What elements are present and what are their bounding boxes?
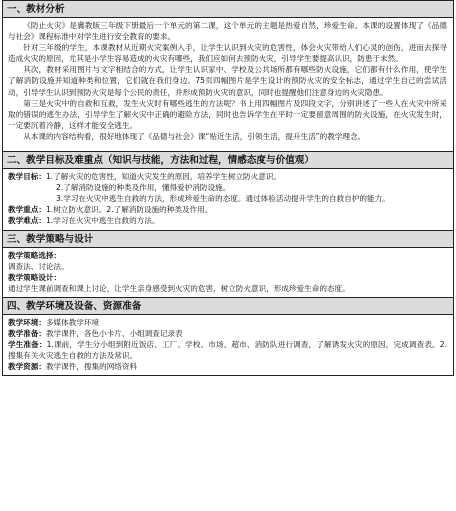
- section-heading-environment: 四、教学环境及设备、资源准备: [3, 298, 453, 315]
- section-body-objectives: [3, 169, 453, 230]
- environment-text: 多媒体教学环境: [45, 317, 100, 327]
- strategy-choice-text: 调查法、讨论法。: [8, 261, 69, 271]
- strategy-design-text: 通过学生课前调查和课上讨论，让学生亲身感受到火灾的危害，树立防火意识，形成珍爱生命的态度。: [8, 283, 350, 293]
- blank-line: [8, 142, 447, 148]
- student-prep-label: 学生准备：: [8, 340, 47, 350]
- student-prep-line: [8, 339, 447, 361]
- key-point-label: 教学重点：: [8, 205, 46, 215]
- teacher-prep-line: [8, 328, 447, 339]
- analysis-paragraph: 第三是火灾中的自救和互救，发生火灾时有哪些逃生的方法呢？书上用四幅图片及四段文字，分别讲述了一些人在火灾中所采取的错误的逃生办法，引导学生了解火灾中正确的避险方法，同时也告诉学生在平时一定要留意周围的防火设施，在火灾发生时，一定要沉着冷静，这样才能安全逃生。: [8, 98, 447, 130]
- analysis-paragraph: 《防止火灾》是冀教版三年级下册最后一个单元的第二课，这个单元的主题是热爱自然，珍爱生命。本课的设置体现了《品德与社会》课程标准中对学生进行安全教育的要求。: [8, 21, 447, 42]
- student-prep-text: 1.课前，学生分小组到附近饭店、工厂、学校、市场、超市、消防队进行调查，了解诱发火灾的原因，完成调查表。2.搜集有关火灾逃生自救的方法及常识。: [8, 340, 448, 361]
- environment-label: 教学环境：: [8, 317, 46, 327]
- teacher-prep-text: 教学课件，各色小卡片、小组调查记录表: [45, 328, 183, 338]
- analysis-paragraph: 其次，教材采用图片与文字相结合的方式，让学生认识家中、学校及公共场所都有哪些防火设施，它们都有什么作用，使学生了解消防设施并知道种类和位置，它们就在我们身边。75页四幅图片是学生设计的预防火灾的安全标志，通过学生自己的尝试活动，引导学生认识到预防火灾是每个公民的责任，并形成预防火灾的意识，同时也提醒他们注意身边的火灾隐患。: [8, 65, 447, 97]
- analysis-paragraph: 从本课的内容结构看，很好地体现了《品德与社会》课“贴近生活，引领生活，提升生活”的教学理念。: [23, 131, 366, 141]
- key-point-text: 1.树立防火意识。2.了解消防设施的种类及作用。: [45, 205, 213, 215]
- goal-line-1: [8, 171, 447, 182]
- goal-label: 教学目标：: [8, 172, 46, 182]
- teacher-prep-label: 教学准备：: [8, 328, 46, 338]
- resources-text: 教学课件，搜集的网络资料: [45, 362, 138, 372]
- section-body-environment: [3, 315, 453, 375]
- difficult-point-text: 1.学习在火灾中逃生自救的方法。: [45, 216, 160, 226]
- section-body-textbook-analysis: [3, 18, 453, 152]
- difficult-point-label: 教学难点：: [8, 216, 46, 226]
- resources-label: 教学资源：: [8, 362, 46, 372]
- section-heading-textbook-analysis: 一、教材分析: [3, 1, 453, 18]
- goal-line-2: 2.了解消防设施的种类及作用，懂得爱护消防设施。: [56, 183, 231, 193]
- key-point-line: [8, 204, 447, 215]
- difficult-point-line: [8, 215, 447, 226]
- resources-line: [8, 361, 447, 372]
- lesson-plan-table: [2, 0, 454, 376]
- environment-line: [8, 317, 447, 328]
- goal-text: 1.了解火灾的危害性，知道火灾发生的原因，培养学生树立防火意识。: [45, 172, 282, 182]
- section-body-strategy: [3, 248, 453, 298]
- section-heading-objectives: 二、教学目标及难重点（知识与技能，方法和过程，情感态度与价值观）: [3, 152, 453, 169]
- section-heading-strategy: 三、教学策略与设计: [3, 231, 453, 248]
- analysis-paragraph: 针对三年级的学生，本课教材从近期火灾案例入手，让学生认识到火灾的危害性，体会火灾带给人们心灵的创伤，进而去探寻造成火灾的原因，尤其是小学生容易造成的火灾有哪些，我们应如何去预防火灾，引导学生要提高认识，防患于未然。: [8, 43, 447, 64]
- strategy-design-label: 教学策略设计：: [8, 272, 62, 282]
- strategy-choice-label: 教学策略选择：: [8, 250, 62, 260]
- goal-line-3: 3.学习在火灾中逃生自救的方法，形成珍爱生命的态度。通过体验活动提升学生的自救自护的能力。: [56, 194, 390, 204]
